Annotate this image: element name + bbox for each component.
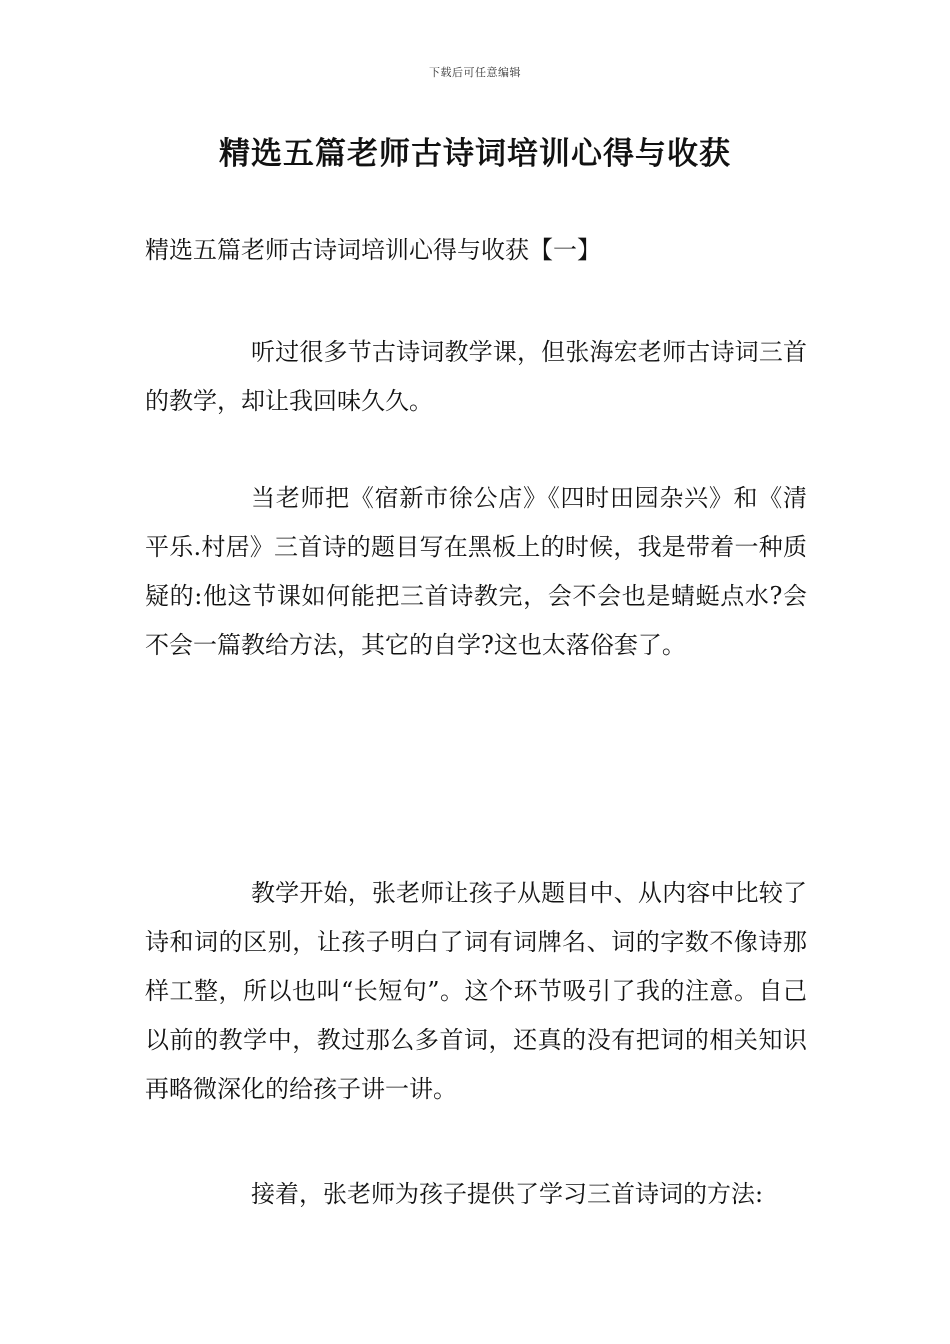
header-note: 下载后可任意编辑 bbox=[429, 66, 521, 79]
document-title: 精选五篇老师古诗词培训心得与收获 bbox=[219, 136, 731, 172]
paragraph: 听过很多节古诗词教学课，但张海宏老师古诗词三首的教学，却让我回味久久。 bbox=[145, 338, 807, 415]
paragraph: 教学开始，张老师让孩子从题目中、从内容中比较了诗和词的区别，让孩子明白了词有词牌名、词的字数不像诗那样工整，所以也叫“长短句”。这个环节吸引了我的注意。自己以前的教学中，教过那么多首词，还真的没有把词的相关知识再略微深化的给孩子讲一讲。 bbox=[145, 879, 807, 1103]
paragraph: 当老师把《宿新市徐公店》《四时田园杂兴》和《清平乐.村居》三首诗的题目写在黑板上的时候，我是带着一种质疑的:他这节课如何能把三首诗教完，会不会也是蜻蜓点水?会不会一篇教给方法，其它的自学?这也太落俗套了。 bbox=[145, 484, 807, 659]
paragraph: 接着，张老师为孩子提供了学习三首诗词的方法: bbox=[251, 1180, 764, 1208]
section-heading: 精选五篇老师古诗词培训心得与收获【一】 bbox=[145, 236, 601, 264]
